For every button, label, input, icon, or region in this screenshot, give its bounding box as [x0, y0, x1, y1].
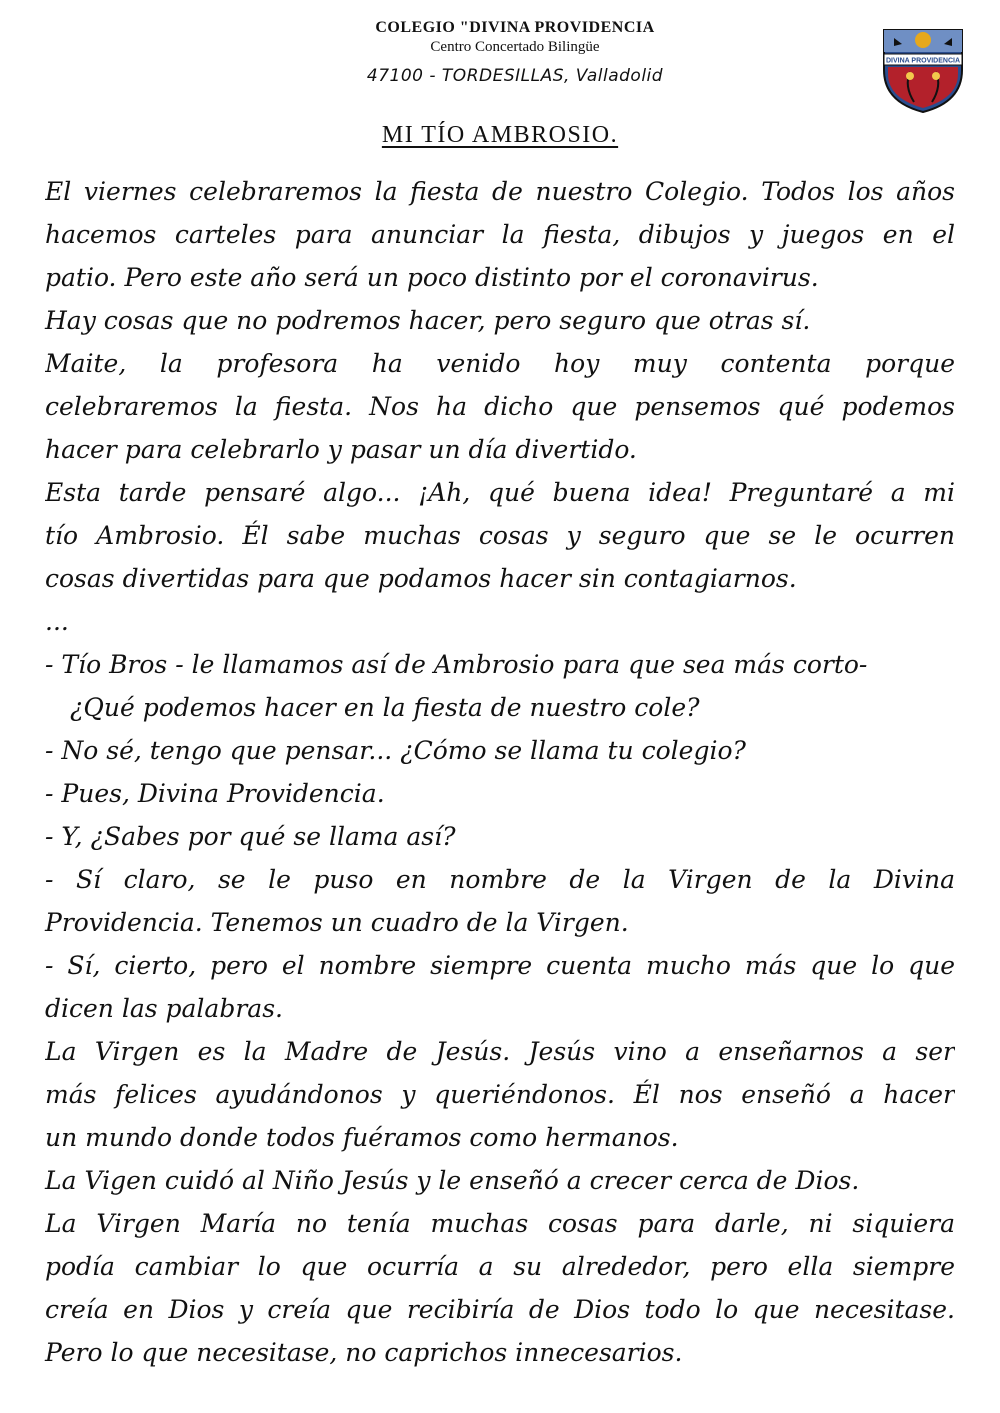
school-crest-logo: [880, 24, 966, 114]
text-line: más felices ayudándonos y queriéndonos. Él nos enseñó a hacer: [45, 1080, 955, 1109]
text-line: La Virgen es la Madre de Jesús. Jesús vino a enseñarnos a ser: [45, 1037, 955, 1066]
text-line: un mundo donde todos fuéramos como hermanos.: [45, 1123, 679, 1152]
text-line: La Vigen cuidó al Niño Jesús y le enseñó a crecer cerca de Dios.: [45, 1166, 860, 1195]
text-line: El viernes celebraremos la fiesta de nuestro Colegio. Todos los años: [45, 177, 955, 206]
text-line: Maite, la profesora ha venido hoy muy contenta porque: [45, 349, 955, 378]
story-title-text: MI TÍO AMBROSIO.: [381, 122, 619, 148]
text-line: ...: [45, 607, 69, 636]
text-line: hacemos carteles para anunciar la fiesta, dibujos y juegos en el: [45, 220, 955, 249]
text-line: - Sí claro, se le puso en nombre de la Virgen de la Divina: [45, 865, 955, 894]
text-line: celebraremos la fiesta. Nos ha dicho que pensemos qué podemos: [45, 392, 955, 421]
school-header: [0, 18, 1000, 88]
text-line: - Sí, cierto, pero el nombre siempre cuenta mucho más que lo que: [45, 951, 955, 980]
school-address: 47100 - TORDESILLAS, Valladolid: [366, 66, 664, 86]
text-line: tío Ambrosio. Él sabe muchas cosas y seguro que se le ocurren: [45, 521, 955, 550]
text-line: Pero lo que necesitase, no caprichos innecesarios.: [45, 1338, 683, 1367]
text-line: patio. Pero este año será un poco distinto por el coronavirus.: [45, 263, 819, 292]
text-line: creía en Dios y creía que recibiría de Dios todo lo que necesitase.: [45, 1295, 955, 1324]
story-title: [0, 122, 1000, 149]
school-name: COLEGIO "DIVINA PROVIDENCIA: [375, 19, 655, 36]
text-line: cosas divertidas para que podamos hacer sin contagiarnos.: [45, 564, 797, 593]
text-line: Hay cosas que no podremos hacer, pero seguro que otras sí.: [45, 306, 811, 335]
text-line: dicen las palabras.: [45, 994, 283, 1023]
story-body: [45, 170, 955, 1374]
text-line: La Virgen María no tenía muchas cosas para darle, ni siquiera: [45, 1209, 955, 1238]
text-line: - Y, ¿Sabes por qué se llama así?: [45, 822, 456, 851]
text-line: ¿Qué podemos hacer en la fiesta de nuestro cole?: [70, 693, 700, 722]
text-line: Providencia. Tenemos un cuadro de la Virgen.: [45, 908, 629, 937]
text-line: - No sé, tengo que pensar... ¿Cómo se llama tu colegio?: [45, 736, 746, 765]
school-subtitle: Centro Concertado Bilingüe: [430, 39, 600, 55]
crest-text: DIVINA PROVIDENCIA: [885, 57, 961, 65]
text-line: - Pues, Divina Providencia.: [45, 779, 385, 808]
text-line: - Tío Bros - le llamamos así de Ambrosio para que sea más corto-: [45, 650, 868, 679]
text-line: podía cambiar lo que ocurría a su alrededor, pero ella siempre: [45, 1252, 955, 1281]
text-line: hacer para celebrarlo y pasar un día divertido.: [45, 435, 637, 464]
text-line: Esta tarde pensaré algo... ¡Ah, qué buena idea! Preguntaré a mi: [45, 478, 955, 507]
